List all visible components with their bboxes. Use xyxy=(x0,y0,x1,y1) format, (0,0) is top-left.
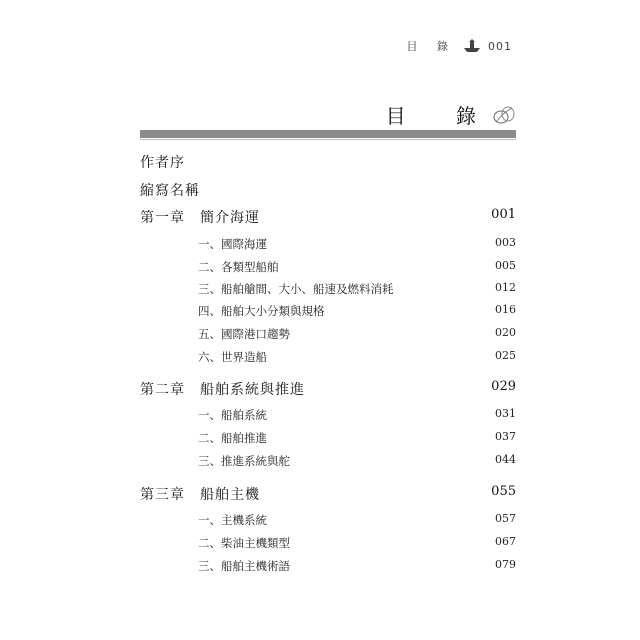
section-page: 057 xyxy=(495,512,516,525)
chapter-title: 船舶主機 xyxy=(200,487,260,503)
section-page: 044 xyxy=(495,453,516,466)
preface-item-author[interactable]: 作者序 xyxy=(140,155,185,171)
chapter-page: 029 xyxy=(491,379,516,394)
chapter-label: 第三章 xyxy=(140,487,185,503)
section-title: 一、船舶系統 xyxy=(198,408,267,422)
section-title: 一、國際海運 xyxy=(198,237,267,251)
leaf-ornament-icon xyxy=(492,104,516,126)
section-title: 六、世界造船 xyxy=(198,350,267,364)
section-title: 二、各類型船舶 xyxy=(198,260,279,274)
chapter-page: 055 xyxy=(491,484,516,499)
chapter-title: 船舶系統與推進 xyxy=(200,382,305,398)
section-title: 三、船舶艙間、大小、船速及燃料消耗 xyxy=(198,282,394,296)
section-title: 一、主機系統 xyxy=(198,513,267,527)
page-title xyxy=(386,100,516,129)
heading-rule xyxy=(140,130,516,138)
section-page: 037 xyxy=(495,430,516,443)
section-page: 025 xyxy=(495,349,516,362)
section-title: 四、船舶大小分類與規格 xyxy=(198,304,325,318)
running-head xyxy=(407,38,513,54)
preface-item-abbreviations[interactable]: 縮寫名稱 xyxy=(140,183,200,199)
page-title-text: 目 錄 xyxy=(385,104,498,128)
section-title: 五、國際港口趨勢 xyxy=(198,327,290,341)
section-title: 三、船舶主機術語 xyxy=(198,559,290,573)
section-page: 005 xyxy=(495,259,516,272)
section-title: 二、船舶推進 xyxy=(198,431,267,445)
section-page: 012 xyxy=(495,281,516,294)
chapter-label: 第一章 xyxy=(140,210,185,226)
running-head-page: 001 xyxy=(488,39,512,53)
chapter-title: 簡介海運 xyxy=(200,210,260,226)
section-page: 016 xyxy=(495,303,516,316)
section-page: 003 xyxy=(495,236,516,249)
section-title: 三、推進系統與舵 xyxy=(198,454,290,468)
running-head-title: 目 錄 xyxy=(406,40,456,53)
section-page: 020 xyxy=(495,326,516,339)
heading-rule-thin xyxy=(140,139,516,140)
section-page: 031 xyxy=(495,407,516,420)
ship-icon xyxy=(462,39,482,53)
section-page: 067 xyxy=(495,535,516,548)
section-page: 079 xyxy=(495,558,516,571)
chapter-label: 第二章 xyxy=(140,382,185,398)
section-title: 二、柴油主機類型 xyxy=(198,536,290,550)
chapter-page: 001 xyxy=(491,207,516,222)
